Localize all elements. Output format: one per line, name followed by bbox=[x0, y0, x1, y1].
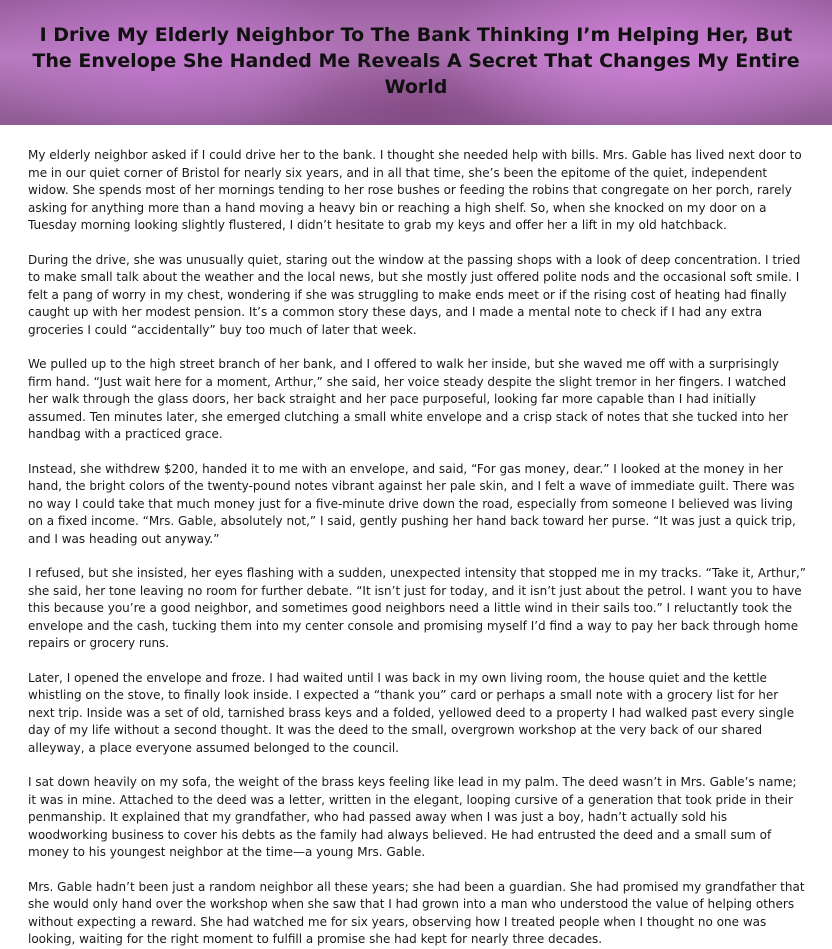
article-body bbox=[0, 125, 832, 949]
paragraph: Mrs. Gable hadn’t been just a random neighbor all these years; she had been a guardian. She had promised my grandfather that she would only hand over the workshop when she saw that I had grown into a man who understood the value of helping others without expecting a reward. She had watched me for six years, observing how I treated people when I thought no one was looking, waiting for the right moment to fulfill a promise she had kept for nearly three decades. bbox=[28, 879, 805, 946]
paragraph: I refused, but she insisted, her eyes flashing with a sudden, unexpected intensity that stopped me in my tracks. “Take it, Arthur,” she said, her tone leaving no room for further debate. “It isn’t just for today, and it isn’t just about the petrol. I want you to have this because you’re a good neighbor, and sometimes good neighbors need a little wind in their sails too.” I reluctantly took the envelope and the cash, tucking them into my center console and promising myself I’d find a way to pay her back through home repairs or grocery runs. bbox=[28, 566, 806, 650]
paragraph: I sat down heavily on my sofa, the weight of the brass keys feeling like lead in my palm. The deed wasn’t in Mrs. Gable’s name; it was in mine. Attached to the deed was a letter, written in the elegant, looping cursive of a generation that took pride in their penmanship. It explained that my grandfather, who had passed away when I was just a boy, hadn’t actually sold his woodworking business to cover his debts as the family had always believed. He had entrusted the deed and a small sum of money to his youngest neighbor at the time—a young Mrs. Gable. bbox=[28, 775, 797, 859]
paragraph: During the drive, she was unusually quiet, staring out the window at the passing shops with a look of deep concentration. I tried to make small talk about the weather and the local news, but she mostly just offered polite nods and the occasional soft smile. I felt a pang of worry in my chest, wondering if she was struggling to make ends meet or if the rising cost of heating had finally caught up with her modest pension. It’s a common story these days, and I made a mental note to check if I had any extra groceries I could “accidentally” buy too much of later that week. bbox=[28, 252, 801, 337]
paragraph: We pulled up to the high street branch of her bank, and I offered to walk her inside, but she waved me off with a surprisingly firm hand. “Just wait here for a moment, Arthur,” she said, her voice steady despite the slight tremor in her fingers. I watched her walk through the glass doors, her back straight and her pace purposeful, looking far more capable than I had initially assumed. Ten minutes later, she emerged clutching a small white envelope and a crisp stack of notes that she tucked into her handbag with a practiced grace. bbox=[28, 357, 789, 441]
paragraph: My elderly neighbor asked if I could drive her to the bank. I thought she needed help with bills. Mrs. Gable has lived next door to me in our quiet corner of Bristol for nearly six years, and in all that time, she’s been the epitome of the quiet, independent widow. She spends most of her mornings tending to her rose bushes or feeding the robins that congregate on her porch, rarely asking for anything more than a hand moving a heavy bin or reaching a high shelf. So, when she knocked on my door on a Tuesday morning looking slightly flustered, I didn’t hesitate to grab my keys and offer her a lift in my old hatchback. bbox=[28, 148, 802, 232]
article-header bbox=[0, 0, 832, 125]
paragraph: Later, I opened the envelope and froze. I had waited until I was back in my own living room, the house quiet and the kettle whistling on the stove, to finally look inside. I expected a “thank you” card or perhaps a small note with a grocery list for her next trip. Inside was a set of old, tarnished brass keys and a folded, yellowed deed to a property I had walked past every single day of my life without a second thought. It was the deed to the small, overgrown workshop at the very back of our shared alleyway, a place everyone assumed belonged to the council. bbox=[28, 670, 795, 755]
paragraph: Instead, she withdrew $200, handed it to me with an envelope, and said, “For gas money, dear.” I looked at the money in her hand, the bright colors of the twenty-pound notes vibrant against her pale skin, and I felt a wave of immediate guilt. There was no way I could take that much money just for a five-minute drive down the road, especially from someone I believed was living on a fixed income. “Mrs. Gable, absolutely not,” I said, gently pushing her hand back toward her purse. “It was just a quick trip, and I was heading out anyway.” bbox=[28, 461, 796, 546]
article-title: I Drive My Elderly Neighbor To The Bank Thinking I’m Helping Her, But The Envelope She Handed Me Reveals A Secret That Changes My Entire World bbox=[32, 24, 800, 98]
